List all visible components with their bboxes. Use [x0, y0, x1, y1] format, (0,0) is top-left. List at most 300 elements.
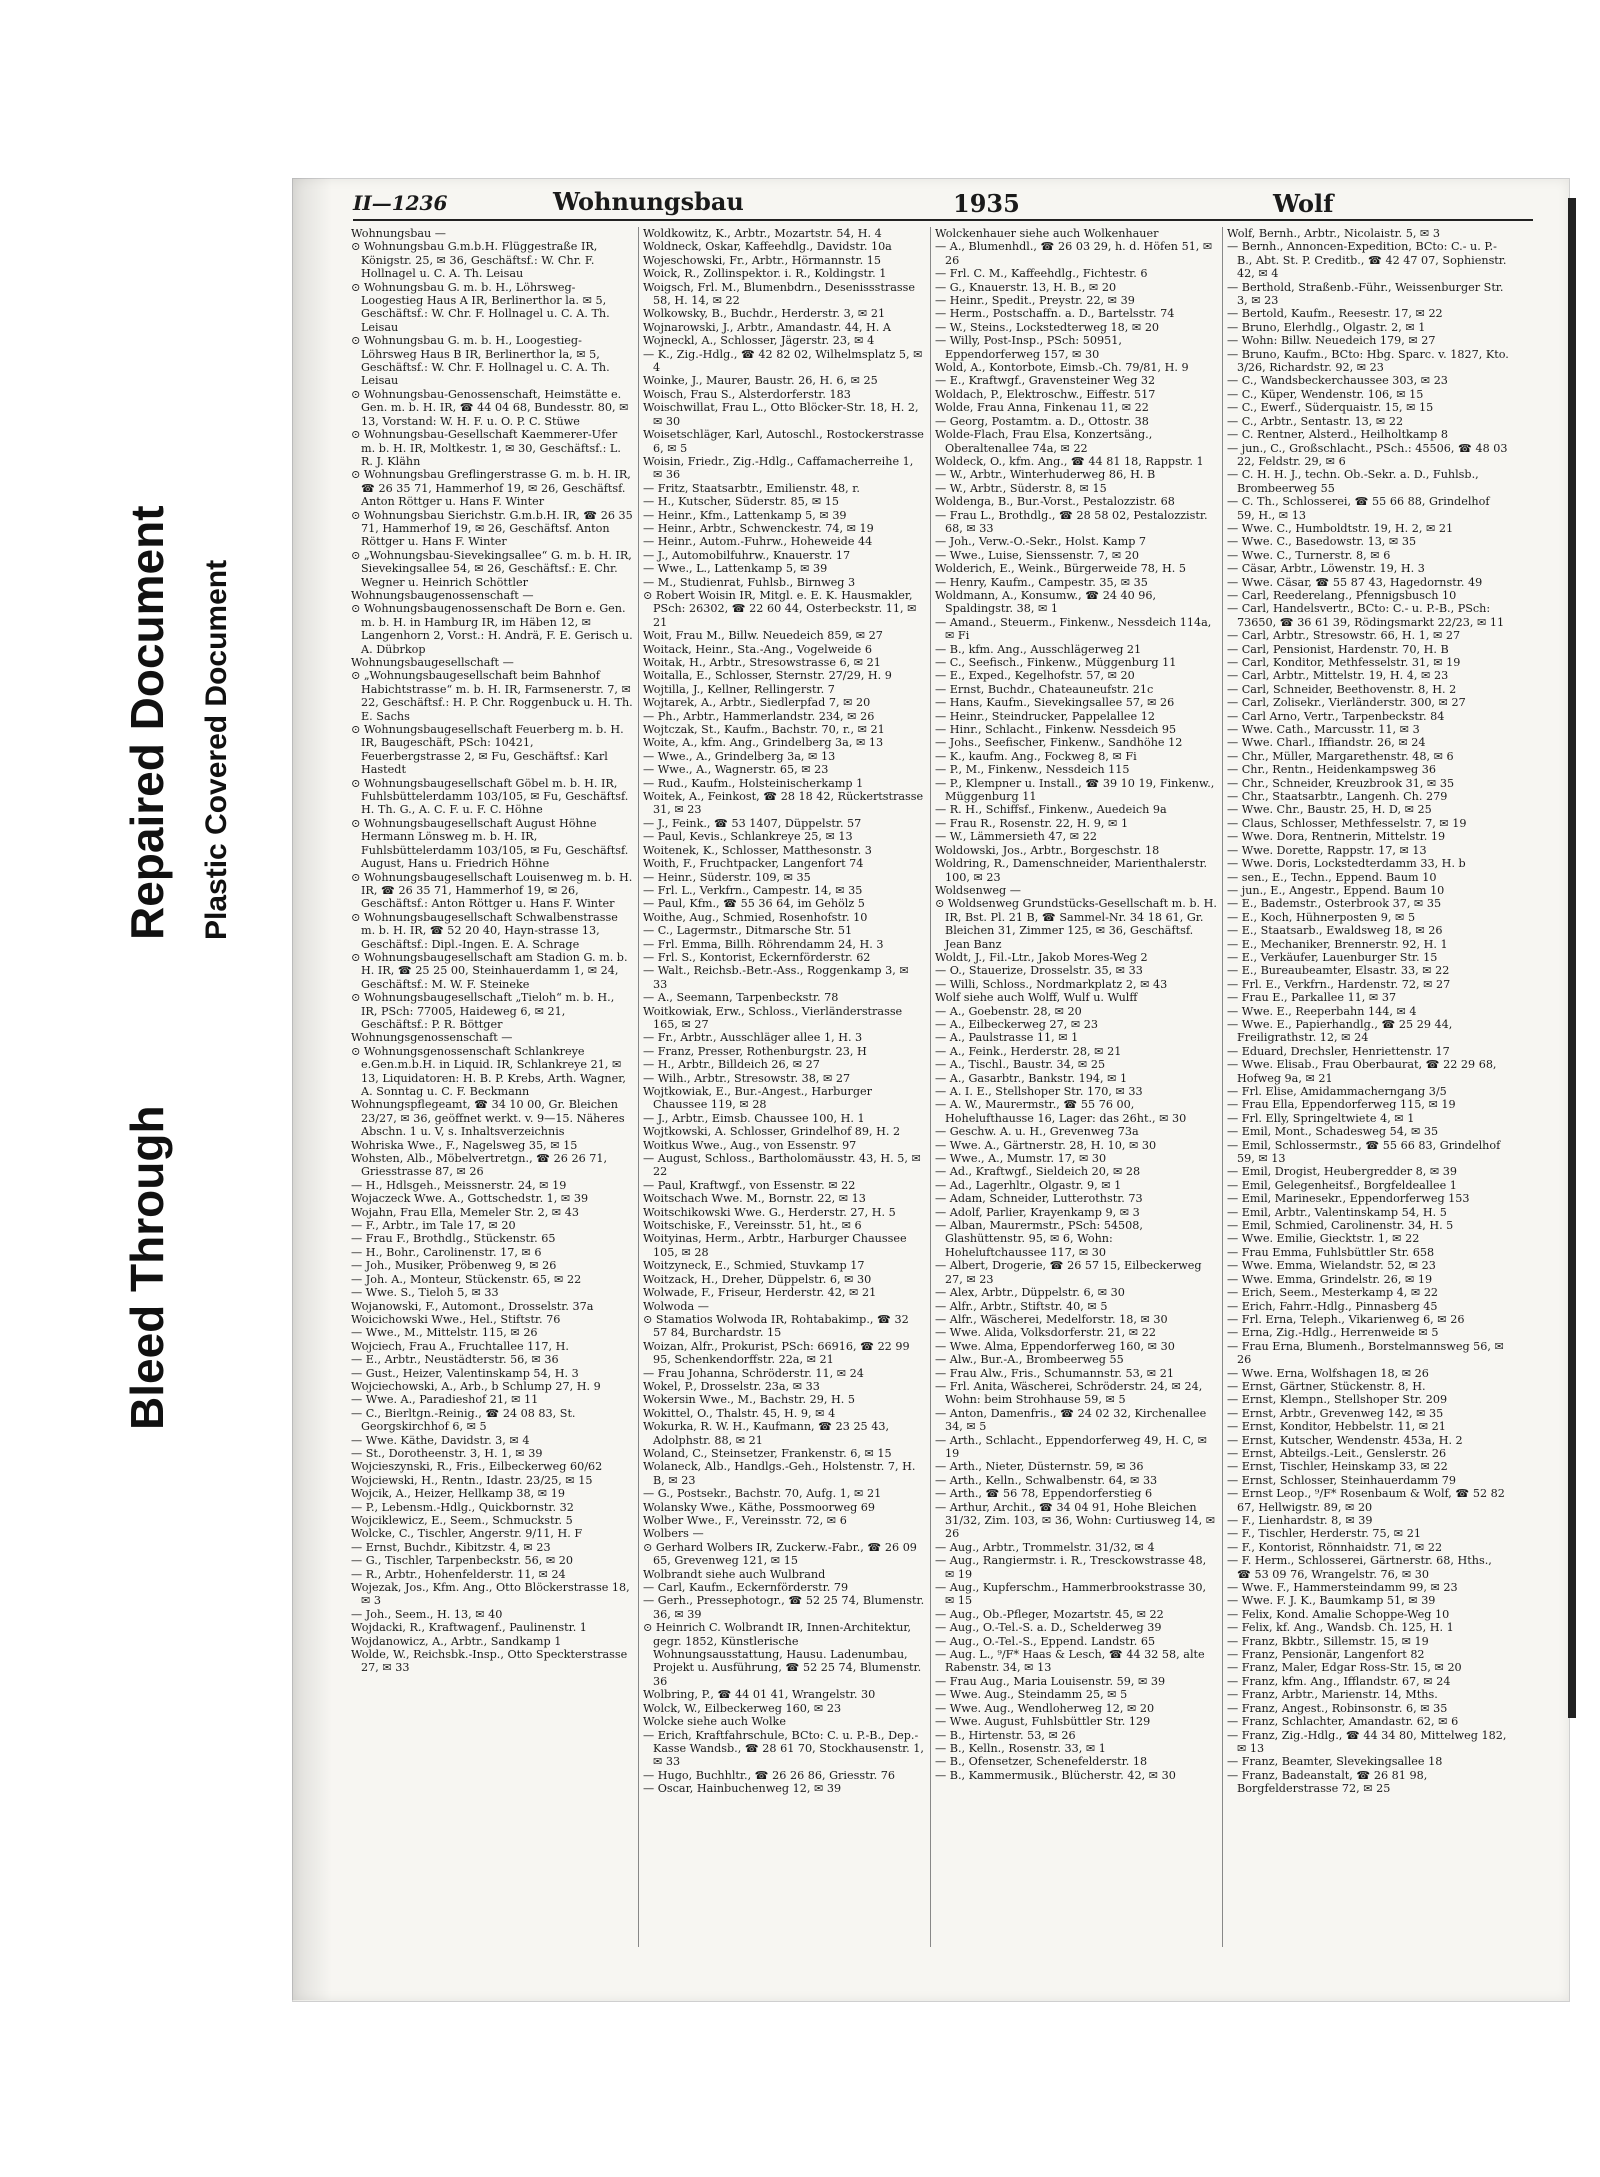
directory-entry: Wolwade, F., Friseur, Herderstr. 42, ✉ 21 — [643, 1286, 877, 1300]
directory-entry: Woitek, A., Feinkost, ☎ 28 18 42, Rückertstrasse 31, ✉ 23 — [643, 790, 924, 817]
directory-entry: Wojcieszynski, R., Fris., Eilbeckerweg 60/62 — [351, 1460, 603, 1474]
directory-entry: ⊙ Wohnungsbaugesellschaft Göbel m. b. H. IR, Fuhlsbüttelerdamm 103/105, ✉ Fu, Geschäftsf. H. Th. G., A. C. F. u. F. C. Höhne — [351, 776, 629, 817]
directory-entry: Wolde-Flach, Frau Elsa, Konzertsäng., Oberaltenallee 74a, ✉ 22 — [935, 428, 1153, 455]
directory-entry: Woitschach Wwe. M., Bornstr. 22, ✉ 13 — [643, 1192, 866, 1206]
directory-entry: — Wwe. Erna, Wolfshagen 18, ✉ 26 — [1227, 1366, 1429, 1380]
directory-entry: Woitak, H., Arbtr., Stresowstrasse 6, ✉ 21 — [643, 656, 881, 669]
directory-entry: — C., Bierltgn.-Reinig., ☎ 24 08 83, St. Georgskirchhof 6, ✉ 5 — [351, 1406, 576, 1434]
directory-entry: — Wwe. C., Basedowstr. 13, ✉ 35 — [1227, 535, 1417, 549]
directory-entry: — Heinr., Autom.-Fuhrw., Hoheweide 44 — [643, 535, 873, 549]
directory-entry: — E., Verkäufer, Lauenburger Str. 15 — [1227, 950, 1438, 964]
directory-entry: — Alw., Bur.-A., Brombeerweg 55 — [935, 1353, 1124, 1367]
directory-entry: — Frl. Elly, Springeltwiete 4, ✉ 1 — [1227, 1111, 1415, 1125]
directory-entry: Wojcik, A., Heizer, Hellkamp 38, ✉ 19 — [351, 1487, 565, 1501]
directory-entry: — Ad., Kraftwgf., Sieldeich 20, ✉ 28 — [935, 1165, 1141, 1179]
column-3 — [935, 227, 1217, 1967]
directory-entry: Woldkowitz, K., Arbtr., Mozartstr. 54, H. 4 — [643, 227, 882, 240]
directory-entry: — P., Lebensm.-Hdlg., Quickbornstr. 32 — [351, 1500, 574, 1514]
directory-entry: — Aug., Rangiermstr. i. R., Tresckowstrasse 48, ✉ 19 — [935, 1554, 1207, 1581]
directory-entry: — Cäsar, Arbtr., Löwenstr. 19, H. 3 — [1227, 562, 1425, 576]
directory-entry: — O., Stauerize, Drosselstr. 35, ✉ 33 — [935, 964, 1143, 978]
directory-entry: — Bruno, Kaufm., BCto: Hbg. Sparc. v. 1827, Kto. 3/26, Richardstr. 92, ✉ 23 — [1227, 347, 1509, 375]
directory-entry: — sen., E., Techn., Eppend. Baum 10 — [1227, 870, 1437, 884]
directory-entry: — E., Bademstr., Osterbrook 37, ✉ 35 — [1227, 897, 1442, 911]
directory-entry: — Emil, Arbtr., Valentinskamp 54, H. 5 — [1227, 1205, 1447, 1219]
directory-entry: — Alfr., Arbtr., Stiftstr. 40, ✉ 5 — [935, 1299, 1108, 1313]
directory-entry: — Emil, Schmied, Carolinenstr. 34, H. 5 — [1227, 1219, 1454, 1233]
directory-entry: Woisch, Frau S., Alsterdorferstr. 183 — [643, 387, 851, 401]
directory-entry: — A. I. E., Stellshoper Str. 170, ✉ 33 — [935, 1085, 1143, 1098]
repaired-document-label: Repaired Document — [121, 505, 173, 940]
directory-entry: — Carl, Zolisekr., Vierländerstr. 300, ✉ 27 — [1227, 696, 1466, 710]
page-number: II—1236 — [353, 191, 448, 215]
directory-entry: Wojahn, Frau Ella, Memeler Str. 2, ✉ 43 — [351, 1205, 579, 1219]
directory-entry: Wojtilla, J., Kellner, Rellingerstr. 7 — [643, 682, 835, 696]
directory-entry: Wolansky Wwe., Käthe, Possmoorweg 69 — [643, 1500, 876, 1514]
directory-entry: — Joh., Seem., H. 13, ✉ 40 — [351, 1607, 503, 1621]
directory-entry: — Ernst, Buchdr., Chateauneufstr. 21c — [935, 682, 1154, 696]
directory-entry: — P., Klempner u. Install., ☎ 39 10 19, Finkenw., Müggenburg 11 — [935, 776, 1215, 804]
directory-entry: Wohnungspflegeamt, ☎ 34 10 00, Gr. Bleichen 23/27, ✉ 36, geöffnet werkt. v. 9—15. Näheres Abschn. 1 u. V, s. Inhaltsverzeichnis — [351, 1098, 625, 1139]
directory-entry: — C. H. H. J., techn. Ob.-Sekr. a. D., Fuhlsb., Brombeerweg 55 — [1227, 468, 1479, 495]
directory-entry: — Johs., Seefischer, Finkenw., Sandhöhe 12 — [935, 736, 1183, 750]
directory-entry: Woischwillat, Frau L., Otto Blöcker-Str. 18, H. 2, ✉ 30 — [643, 401, 919, 428]
directory-entry: Woinke, J., Maurer, Baustr. 26, H. 6, ✉ 25 — [643, 374, 878, 388]
directory-entry: — E., Koch, Hühnerposten 9, ✉ 5 — [1227, 910, 1416, 924]
directory-entry: — E., Bureaubeamter, Elsastr. 33, ✉ 22 — [1227, 964, 1450, 978]
directory-entry: — C., Wandsbeckerchaussee 303, ✉ 23 — [1227, 374, 1448, 388]
directory-entry: — Wwe., A., Mumstr. 17, ✉ 30 — [935, 1152, 1107, 1166]
directory-entry: ⊙ Wohnungsbaugenossenschaft De Born e. Gen. m. b. H. in Hamburg IR, im Häben 12, ✉ Langenhorn 2, Vorst.: H. Andrä, F. E. Gerisch u. A. Dübrkop — [351, 602, 633, 656]
directory-entry: ⊙ Wohnungsbau-Gesellschaft Kaemmerer-Ufer m. b. H. IR, Moltkestr. 1, ✉ 30, Geschäftsf.: L. R. J. Klähn — [351, 428, 621, 468]
directory-entry: — F., Kontorist, Rönnhaidstr. 71, ✉ 22 — [1227, 1540, 1443, 1554]
directory-entry: Woitzack, H., Dreher, Düppelstr. 6, ✉ 30 — [643, 1272, 872, 1286]
directory-entry: — Frl. S., Kontorist, Eckernförderstr. 62 — [643, 950, 871, 964]
directory-entry: ⊙ „Wohnungsbaugesellschaft beim Bahnhof Habichtstrasse“ m. b. H. IR, Farmsenerstr. 7, ✉ 22, Geschäftsf.: H. P. Chr. Roggenbuck u. H. Th. E. Sachs — [351, 669, 633, 723]
directory-entry: — P., M., Finkenw., Nessdeich 115 — [935, 763, 1130, 777]
directory-entry: — Wwe. August, Fuhlsbüttler Str. 129 — [935, 1715, 1151, 1729]
directory-entry: — Franz, Zig.-Hdlg., ☎ 44 34 80, Mittelweg 182, ✉ 13 — [1227, 1728, 1507, 1755]
directory-entry: Wokurka, R. W. H., Kaufmann, ☎ 23 25 43, Adolphstr. 88, ✉ 21 — [643, 1420, 890, 1447]
directory-entry: — Wwe. Cath., Marcusstr. 11, ✉ 3 — [1227, 723, 1420, 737]
directory-entry: — Paul, Kraftwgf., von Essenstr. ✉ 22 — [643, 1178, 856, 1192]
column-divider — [638, 227, 639, 1947]
directory-entry: — Carl, Schneider, Beethovenstr. 8, H. 2 — [1227, 682, 1457, 696]
directory-entry: — Hans, Kaufm., Sievekingsallee 57, ✉ 26 — [935, 696, 1175, 710]
directory-entry: — A., Tischl., Baustr. 34, ✉ 25 — [935, 1058, 1106, 1072]
directory-entry: Woldring, R., Damenschneider, Marienthalerstr. 100, ✉ 23 — [935, 857, 1208, 884]
directory-entry: — Frau Ella, Eppendorferweg 115, ✉ 19 — [1227, 1098, 1456, 1112]
directory-entry: — Ernst, Tischler, Heinskamp 33, ✉ 22 — [1227, 1460, 1448, 1474]
directory-entry: — Wwe., A., Grindelberg 3a, ✉ 13 — [643, 749, 836, 763]
directory-entry: — Carl, Konditor, Methfesselstr. 31, ✉ 19 — [1227, 656, 1461, 669]
directory-entry: — Heinr., Süderstr. 109, ✉ 35 — [643, 870, 811, 884]
directory-entry: Woldeck, O., kfm. Ang., ☎ 44 81 18, Rappstr. 1 — [935, 454, 1204, 468]
directory-entry: — E., Mechaniker, Brennerstr. 92, H. 1 — [1227, 937, 1448, 951]
directory-entry: — Franz, kfm. Ang., Ifflandstr. 67, ✉ 24 — [1227, 1674, 1451, 1688]
column-2 — [643, 227, 925, 1967]
directory-entry: — W., Arbtr., Winterhuderweg 86, H. B — [935, 468, 1156, 482]
directory-entry: — B., Kammermusik., Blücherstr. 42, ✉ 30 — [935, 1768, 1176, 1782]
directory-entry: — Wwe., Luise, Sienssenstr. 7, ✉ 20 — [935, 548, 1140, 562]
directory-entry: — Oscar, Hainbuchenweg 12, ✉ 39 — [643, 1782, 842, 1796]
plastic-covered-label: Plastic Covered Document — [200, 559, 233, 940]
directory-entry: — Wwe. E., Papierhandlg., ☎ 25 29 44, Freiligrathstr. 12, ✉ 24 — [1227, 1017, 1453, 1045]
directory-entry: — Franz, Angest., Robinsonstr. 6, ✉ 35 — [1227, 1701, 1448, 1715]
directory-entry: — Arth., Kelln., Schwalbenstr. 64, ✉ 33 — [935, 1473, 1158, 1487]
directory-entry: — Franz, Presser, Rothenburgstr. 23, H — [643, 1044, 867, 1058]
directory-entry: Wojneckl, A., Schlosser, Jägerstr. 23, ✉ 4 — [643, 334, 875, 348]
directory-entry: — Wwe. Käthe, Davidstr. 3, ✉ 4 — [351, 1433, 530, 1447]
directory-entry: Wolcke, C., Tischler, Angerstr. 9/11, H. F — [351, 1527, 583, 1541]
directory-entry: — Franz, Bkbtr., Sillemstr. 15, ✉ 19 — [1227, 1634, 1429, 1648]
directory-entry: — Herm., Postschaffn. a. D., Bartelsstr. 74 — [935, 307, 1175, 321]
directory-entry: — Walt., Reichsb.-Betr.-Ass., Roggenkamp 3, ✉ 33 — [643, 964, 909, 991]
directory-entry: Woitschiske, F., Vereinsstr. 51, ht., ✉ 6 — [643, 1219, 862, 1233]
directory-entry: — Frl. Elise, Amidammacherngang 3/5 — [1227, 1085, 1447, 1098]
directory-entry: — Emil, Schlossermstr., ☎ 55 66 83, Grindelhof 59, ✉ 13 — [1227, 1138, 1501, 1166]
directory-entry: — Ernst, Gärtner, Stückenstr. 8, H. — [1227, 1379, 1426, 1393]
directory-entry: — Wwe. Emma, Grindelstr. 26, ✉ 19 — [1227, 1272, 1433, 1286]
directory-entry: — Alex, Arbtr., Düppelstr. 6, ✉ 30 — [935, 1286, 1125, 1300]
directory-entry: — Alban, Maurermstr., PSch: 54508, Glashüttenstr. 95, ✉ 6, Wohn: Hoheluftchaussee 117, ✉ 30 — [935, 1219, 1143, 1259]
directory-entry: — Wwe., M., Mittelstr. 115, ✉ 26 — [351, 1326, 538, 1340]
side-labels — [108, 470, 258, 1450]
directory-entry: — Wwe. A., Paradieshof 21, ✉ 11 — [351, 1393, 539, 1407]
directory-entry: — Franz, Badeanstalt, ☎ 26 81 98, Borgfelderstrasse 72, ✉ 25 — [1227, 1768, 1428, 1796]
directory-entry: — Wwe. Doris, Lockstedterdamm 33, H. b — [1227, 857, 1466, 871]
directory-entry: ⊙ Wohnungsbau G. m. b. H., Loogestieg-Löhrsweg Haus B IR, Berlinerthor la, ✉ 5, Geschäftsf.: W. Chr. F. Hollnagel u. C. A. Th. Leisau — [351, 334, 610, 388]
directory-entry: — K., Zig.-Hdlg., ☎ 42 82 02, Wilhelmsplatz 5, ✉ 4 — [643, 347, 923, 375]
directory-entry: Woite, A., kfm. Ang., Grindelberg 3a, ✉ 13 — [643, 736, 884, 750]
directory-entry: ⊙ Woldsenweg Grundstücks-Gesellschaft m. b. H. IR, Bst. Pl. 21 B, ☎ Sammel-Nr. 34 18 61, Gr. Bleichen 31, Zimmer 125, ✉ 36, Geschäftsf. Jean Banz — [935, 897, 1217, 951]
directory-entry: — C., Ewerf., Süderquaistr. 15, ✉ 15 — [1227, 401, 1434, 415]
directory-entry: ⊙ Wohnungsbaugesellschaft „Tieloh“ m. b. H., IR, PSch: 77005, Haideweg 6, ✉ 21, Geschäftsf.: P. R. Böttger — [351, 991, 615, 1031]
directory-entry: — A. W., Maurermstr., ☎ 55 76 00, Hohelufthausse 16, Lager: das 26ht., ✉ 30 — [935, 1098, 1187, 1125]
directory-entry: — F., Arbtr., im Tale 17, ✉ 20 — [351, 1219, 516, 1233]
directory-entry: ⊙ Wohnungsbau Sierichstr. G.m.b.H. IR, ☎ 26 35 71, Hammerhof 19, ✉ 26, Geschäftsf. Anton Röttger u. Hans F. Winter — [351, 508, 633, 549]
directory-entry: — Fr., Arbtr., Ausschläger allee 1, H. 3 — [643, 1031, 863, 1045]
directory-entry: Wojciech, Frau A., Fruchtallee 117, H. — [351, 1339, 569, 1353]
directory-entry: — Erich, Kraftfahrschule, BCto: C. u. P.-B., Dep.-Kasse Wandsb., ☎ 28 61 70, Stockhausenstr. 1, ✉ 33 — [643, 1728, 924, 1769]
directory-entry: ⊙ Wohnungsbaugesellschaft Feuerberg m. b. H. IR, Baugeschäft, PSch: 10421, Feuerbergstrasse 2, ✉ Fu, Geschäftsf.: Karl Hastedt — [351, 723, 624, 777]
directory-entry: Woitkowiak, Erw., Schloss., Vierländerstrasse 165, ✉ 27 — [643, 1004, 903, 1031]
directory-entry: — Wwe., L., Lattenkamp 5, ✉ 39 — [643, 562, 828, 576]
directory-entry: — Wwe. S., Tieloh 5, ✉ 33 — [351, 1286, 499, 1300]
column-1 — [351, 227, 633, 1967]
directory-entry: — Anton, Damenfris., ☎ 24 02 32, Kirchenallee 34, ✉ 5 — [935, 1406, 1207, 1434]
directory-entry: — Bertold, Kaufm., Reesestr. 17, ✉ 22 — [1227, 307, 1443, 321]
directory-entry: — G., Postsekr., Bachstr. 70, Aufg. 1, ✉ 21 — [643, 1487, 882, 1501]
directory-entry: Woit, Frau M., Billw. Neuedeich 859, ✉ 27 — [643, 629, 883, 643]
directory-entry: — Heinr., Arbtr., Schwenckestr. 74, ✉ 19 — [643, 521, 874, 535]
directory-entry: Wolcke siehe auch Wolke — [643, 1715, 786, 1729]
directory-entry: — H., Bohr., Carolinenstr. 17, ✉ 6 — [351, 1245, 542, 1259]
directory-entry: — Geschw. A. u. H., Grevenweg 73a — [935, 1125, 1139, 1139]
directory-entry: — jun., E., Angestr., Eppend. Baum 10 — [1227, 883, 1445, 897]
directory-entry: — Wwe. E., Reeperbahn 144, ✉ 4 — [1227, 1004, 1417, 1018]
directory-entry: Wohnungsbaugesellschaft — — [351, 656, 514, 669]
directory-entry: ⊙ Wohnungsgenossenschaft Schlankreye e.Gen.m.b.H. in Liquid. IR, Schlankreye 21, ✉ 13, Liquidatoren: H. B. P. Krebs, Arth. Wagner, A. Sonntag u. C. F. Beckmann — [351, 1044, 626, 1098]
directory-entry: — Joh. A., Monteur, Stückenstr. 65, ✉ 22 — [351, 1272, 582, 1286]
directory-entry: ⊙ Wohnungsbaugesellschaft Schwalbenstrasse m. b. H. IR, ☎ 52 20 40, Hayn-strasse 13, Geschäftsf.: Dipl.-Ingen. E. A. Schrage — [351, 910, 618, 951]
directory-entry: — Willi, Schloss., Nordmarkplatz 2, ✉ 43 — [935, 977, 1168, 991]
directory-entry: Wojezak, Jos., Kfm. Ang., Otto Blöckerstrasse 18, ✉ 3 — [351, 1581, 630, 1608]
directory-entry: — Emil, Marinesekr., Eppendorferweg 153 — [1227, 1192, 1470, 1206]
directory-entry: — Carl, Arbtr., Mittelstr. 19, H. 4, ✉ 23 — [1227, 669, 1449, 683]
directory-entry: — Ernst, Kutscher, Wendenstr. 453a, H. 2 — [1227, 1433, 1463, 1447]
directory-entry: — E., Arbtr., Neustädterstr. 56, ✉ 36 — [351, 1353, 559, 1367]
page-header — [353, 187, 1533, 223]
directory-entry: — Frau Johanna, Schröderstr. 11, ✉ 24 — [643, 1366, 864, 1380]
directory-entry: — B., kfm. Ang., Ausschlägerweg 21 — [935, 642, 1142, 656]
directory-entry: ⊙ Wohnungsbau-Genossenschaft, Heimstätte e. Gen. m. b. H. IR, ☎ 44 04 68, Bundesstr. 80, ✉ 13, Vorstand: W. H. F. u. O. P. C. Stüwe — [351, 387, 629, 428]
directory-entry: — A., Eilbeckerweg 27, ✉ 23 — [935, 1017, 1099, 1031]
directory-entry: — August, Schloss., Bartholomäusstr. 43, H. 5, ✉ 22 — [643, 1152, 921, 1179]
directory-entry: — Ernst, Abteilgs.-Leit., Genslerstr. 26 — [1227, 1446, 1447, 1460]
directory-entry: — Fritz, Staatsarbtr., Emilienstr. 48, r. — [643, 481, 860, 495]
directory-entry: Wokel, P., Drosselstr. 23a, ✉ 33 — [643, 1379, 820, 1393]
directory-entry: Wohnungsbaugenossenschaft — — [351, 588, 534, 602]
directory-entry: — Ernst, Schlosser, Steinhauerdamm 79 — [1227, 1473, 1457, 1487]
directory-entry: — H., Kutscher, Süderstr. 85, ✉ 15 — [643, 495, 840, 509]
directory-entry: Woldach, P., Elektroschw., Eiffestr. 517 — [935, 387, 1156, 401]
directory-entry: — F., Lienhardstr. 8, ✉ 39 — [1227, 1514, 1373, 1527]
directory-entry: — Adam, Schneider, Lutterothstr. 73 — [935, 1192, 1143, 1206]
directory-entry: — A., Seemann, Tarpenbeckstr. 78 — [643, 991, 839, 1005]
directory-entry: — Hinr., Schlacht., Finkenw. Nessdeich 95 — [935, 723, 1177, 737]
directory-entry: — Carl, Handelsvertr., BCto: C.- u. P.-B., PSch: 73650, ☎ 36 61 39, Rödingsmarkt 22/23, ✉ 11 — [1227, 602, 1505, 629]
directory-entry: — Franz, Pensionär, Langenfort 82 — [1227, 1648, 1425, 1662]
directory-entry: Wojaczeck Wwe. A., Gottschedstr. 1, ✉ 39 — [351, 1192, 589, 1206]
directory-entry: — Albert, Drogerie, ☎ 26 57 15, Eilbeckerweg 27, ✉ 23 — [935, 1259, 1202, 1286]
directory-entry: — Franz, Arbtr., Marienstr. 14, Mths. — [1227, 1688, 1438, 1702]
directory-entry: — J., Automobilfuhrw., Knauerstr. 17 — [643, 548, 851, 562]
directory-entry: Woldsenweg — — [935, 883, 1021, 897]
directory-entry: — Amand., Steuerm., Finkenw., Nessdeich 114a, ✉ Fi — [935, 615, 1212, 643]
directory-entry: — G., Knauerstr. 13, H. B., ✉ 20 — [935, 280, 1117, 294]
directory-entry: — A., Blumenhdl., ☎ 26 03 29, h. d. Höfen 51, ✉ 26 — [935, 240, 1213, 267]
directory-entry: Wolde, Frau Anna, Finkenau 11, ✉ 22 — [935, 401, 1149, 415]
directory-entry: — Felix, Kond. Amalie Schoppe-Weg 10 — [1227, 1607, 1450, 1621]
column-4 — [1227, 227, 1509, 1967]
directory-entry: Wohnungsgenossenschaft — — [351, 1031, 513, 1045]
directory-entry: — Arth., Nieter, Düsternstr. 59, ✉ 36 — [935, 1460, 1144, 1474]
directory-entry: — Wwe. A., Gärtnerstr. 28, H. 10, ✉ 30 — [935, 1138, 1157, 1152]
directory-entry: Wolwoda — — [643, 1299, 709, 1313]
directory-entry: — Heinr., Spedit., Preystr. 22, ✉ 39 — [935, 294, 1135, 308]
directory-entry: — Frl. Erna, Teleph., Vikarienweg 6, ✉ 26 — [1227, 1312, 1465, 1326]
directory-entry: — Wwe. C., Humboldtstr. 19, H. 2, ✉ 21 — [1227, 521, 1454, 535]
directory-entry: — Aug., O.-Tel.-S. a. D., Schelderweg 39 — [935, 1621, 1162, 1635]
directory-entry: Woicichowski Wwe., Hel., Stiftstr. 76 — [351, 1312, 561, 1326]
directory-entry: — B., Ofensetzer, Schenefelderstr. 18 — [935, 1755, 1148, 1769]
directory-entry: — Frau R., Rosenstr. 22, H. 9, ✉ 1 — [935, 816, 1129, 830]
directory-entry: — Eduard, Drechsler, Henriettenstr. 17 — [1227, 1044, 1450, 1058]
directory-entry: Wojciechowski, A., Arb., b Schlump 27, H. 9 — [351, 1379, 601, 1393]
directory-entry: Wojciewski, H., Rentn., Idastr. 23/25, ✉ 15 — [351, 1473, 593, 1487]
directory-entry: — K., kaufm. Ang., Fockweg 8, ✉ Fi — [935, 749, 1137, 763]
directory-entry: Woigsch, Frl. M., Blumenbdrn., Desenissstrasse 58, H. 14, ✉ 22 — [643, 280, 916, 308]
directory-entry: — Franz, Maler, Edgar Ross-Str. 15, ✉ 20 — [1227, 1661, 1462, 1675]
directory-entry: ⊙ Stamatios Wolwoda IR, Rohtabakimp., ☎ 32 57 84, Burchardstr. 15 — [643, 1312, 909, 1340]
directory-entry: — Frl. Emma, Billh. Röhrendamm 24, H. 3 — [643, 937, 884, 951]
directory-entry: — Wwe. F., Hammersteindamm 99, ✉ 23 — [1227, 1581, 1458, 1595]
directory-entry: — Erich, Fahrr.-Hdlg., Pinnasberg 45 — [1227, 1299, 1438, 1313]
directory-entry: Woldowski, Jos., Arbtr., Borgeschstr. 18 — [935, 843, 1160, 857]
directory-entry: — Wwe. Emma, Wielandstr. 52, ✉ 23 — [1227, 1259, 1436, 1273]
directory-entry: — C. Rentner, Alsterd., Heilholtkamp 8 — [1227, 428, 1448, 442]
directory-entry: — Carl, Kaufm., Eckernförderstr. 79 — [643, 1581, 849, 1595]
directory-entry: — Frau Aug., Maria Louisenstr. 59, ✉ 39 — [935, 1674, 1166, 1688]
directory-entry: — Aug., O.-Tel.-S., Eppend. Landstr. 65 — [935, 1634, 1156, 1648]
directory-entry: — Heinr., Steindrucker, Pappelallee 12 — [935, 709, 1155, 723]
directory-entry: — Wwe. Emilie, Giecktstr. 1, ✉ 22 — [1227, 1232, 1420, 1246]
directory-entry: — Wwe. Dorette, Rappstr. 17, ✉ 13 — [1227, 843, 1427, 857]
directory-entry: Woldmann, A., Konsumw., ☎ 24 40 96, Spaldingstr. 38, ✉ 1 — [935, 588, 1157, 616]
directory-entry: — F., Tischler, Herderstr. 75, ✉ 21 — [1227, 1527, 1421, 1541]
directory-entry: Woldenga, B., Bur.-Vorst., Pestalozzistr. 68 — [935, 495, 1175, 509]
directory-entry: Wojdacki, R., Kraftwagenf., Paulinenstr. 1 — [351, 1621, 587, 1635]
directory-entry: Woitack, Heinr., Sta.-Ang., Vogelweide 6 — [643, 642, 872, 656]
directory-entry: Woldneck, Oskar, Kaffeehdlg., Davidstr. 10a — [643, 240, 892, 254]
directory-entry: — Frl. L., Verkfrn., Campestr. 14, ✉ 35 — [643, 883, 863, 897]
directory-entry: — Frau Erna, Blumenh., Borstelmannsweg 56, ✉ 26 — [1227, 1339, 1504, 1367]
directory-entry: — Heinr., Kfm., Lattenkamp 5, ✉ 39 — [643, 508, 847, 522]
directory-entry: Wolbring, P., ☎ 44 01 41, Wrangelstr. 30 — [643, 1688, 876, 1702]
directory-entry: Woisetschläger, Karl, Autoschl., Rostockerstrasse 6, ✉ 5 — [643, 428, 924, 455]
directory-entry: — H., Arbtr., Billdeich 26, ✉ 27 — [643, 1058, 820, 1072]
directory-entry: ⊙ Wohnungsbaugesellschaft am Stadion G. m. b. H. IR, ☎ 25 25 00, Steinhauerdamm 1, ✉ 24, Geschäftsf.: M. W. F. Steineke — [351, 950, 628, 991]
directory-entry: Woizan, Alfr., Prokurist, PSch: 66916, ☎ 22 99 95, Schenkendorffstr. 22a, ✉ 21 — [643, 1339, 910, 1367]
directory-entry: — Chr., Rentn., Heidenkampsweg 36 — [1227, 763, 1436, 777]
directory-entry: — Frau L., Brothdlg., ☎ 28 58 02, Pestalozzistr. 68, ✉ 33 — [935, 508, 1208, 535]
directory-entry: Woithe, Aug., Schmied, Rosenhofstr. 10 — [643, 910, 868, 924]
directory-entry: Woisin, Friedr., Zig.-Hdlg., Caffamacherreihe 1, ✉ 36 — [643, 454, 914, 482]
directory-entry: Woldt, J., Fil.-Ltr., Jakob Mores-Weg 2 — [935, 950, 1148, 964]
directory-entry: Wolber Wwe., F., Vereinsstr. 72, ✉ 6 — [643, 1514, 847, 1527]
directory-entry: — Erna, Zig.-Hdlg., Herrenweide ✉ 5 — [1227, 1326, 1439, 1340]
scan-shadow — [292, 178, 332, 2000]
directory-entry: Wold, A., Kontorbote, Eimsb.-Ch. 79/81, H. 9 — [935, 361, 1189, 375]
directory-entry: — Claus, Schlosser, Methfesselstr. 7, ✉ 19 — [1227, 816, 1467, 830]
directory-entry: — Willy, Post-Insp., PSch: 50951, Eppendorferweg 157, ✉ 30 — [935, 334, 1122, 361]
directory-entry: — Frau E., Parkallee 11, ✉ 37 — [1227, 991, 1397, 1005]
directory-entry: — Wwe. Charl., Iffiandstr. 26, ✉ 24 — [1227, 736, 1426, 750]
directory-entry: — Ernst, Arbtr., Grevenweg 142, ✉ 35 — [1227, 1406, 1444, 1420]
directory-entry: — E., Exped., Kegelhofstr. 57, ✉ 20 — [935, 669, 1135, 683]
directory-entry: — Gerh., Pressephotogr., ☎ 52 25 74, Blumenstr. 36, ✉ 39 — [643, 1594, 925, 1621]
directory-entry: — Wilh., Arbtr., Stresowstr. 38, ✉ 27 — [643, 1071, 851, 1085]
directory-entry: Wokersin Wwe., M., Bachstr. 29, H. 5 — [643, 1393, 855, 1407]
directory-entry: — Hugo, Buchhltr., ☎ 26 26 86, Griesstr. 76 — [643, 1768, 896, 1782]
directory-entry: — J., Feink., ☎ 53 1407, Düppelstr. 57 — [643, 816, 862, 830]
directory-entry: — E., Kraftwgf., Gravensteiner Weg 32 — [935, 374, 1156, 388]
directory-entry: — Alfr., Wäscherei, Medelforstr. 18, ✉ 30 — [935, 1312, 1168, 1326]
page-year: 1935 — [953, 189, 1020, 218]
directory-entry: Wojtkowiak, E., Bur.-Angest., Harburger Chaussee 119, ✉ 28 — [643, 1085, 872, 1112]
directory-entry: Wojtkowski, A. Schlosser, Grindelhof 89, H. 2 — [643, 1125, 901, 1139]
directory-entry: — Adolf, Parlier, Krayenkamp 9, ✉ 3 — [935, 1205, 1140, 1219]
directory-entry: — Frl. Anita, Wäscherei, Schröderstr. 24, ✉ 24, Wohn: beim Strohhause 59, ✉ 5 — [935, 1379, 1203, 1407]
directory-entry: — Paul, Kevis., Schlankreye 25, ✉ 13 — [643, 830, 853, 844]
header-rule — [353, 219, 1533, 221]
binding-edge — [1568, 198, 1576, 1718]
directory-entry: — Emil, Drogist, Heubergredder 8, ✉ 39 — [1227, 1165, 1458, 1179]
bleed-through-label: Bleed Through — [121, 1105, 173, 1430]
directory-entry: — Franz, Beamter, Slevekingsallee 18 — [1227, 1755, 1443, 1769]
directory-entry: Wojtczak, St., Kaufm., Bachstr. 70, r., ✉ 21 — [643, 723, 885, 737]
directory-entry: ⊙ Wohnungsbau G. m. b. H., Löhrsweg-Loogestieg Haus A IR, Berlinerthor la. ✉ 5, Geschäftsf.: W. Chr. F. Hollnagel u. C. A. Th. Leisau — [351, 280, 610, 334]
directory-entry: Wolbers — — [643, 1527, 704, 1541]
directory-entry: Wolaneck, Alb., Handlgs.-Geh., Holstenstr. 7, H. B, ✉ 23 — [643, 1460, 916, 1487]
directory-entry: — E., Staatsarb., Ewaldsweg 18, ✉ 26 — [1227, 924, 1443, 938]
directory-entry: — Ernst, Konditor, Hebbelstr. 11, ✉ 21 — [1227, 1420, 1446, 1434]
directory-entry: — Wwe. Aug., Steindamm 25, ✉ 5 — [935, 1688, 1128, 1702]
column-divider — [930, 227, 931, 1947]
directory-entry: — Aug., Ob.-Pfleger, Mozartstr. 45, ✉ 22 — [935, 1607, 1164, 1621]
directory-entry: Wolkowsky, B., Buchdr., Herderstr. 3, ✉ 21 — [643, 307, 886, 321]
directory-entry: Woland, C., Steinsetzer, Frankenstr. 6, ✉ 15 — [643, 1446, 892, 1460]
directory-entry: Wolbrandt siehe auch Wulbrand — [643, 1567, 826, 1581]
directory-entry: Woitschikowski Wwe. G., Herderstr. 27, H. 5 — [643, 1205, 896, 1219]
directory-entry: — Wwe. Chr., Baustr. 25, H. D, ✉ 25 — [1227, 803, 1432, 817]
column-divider — [1222, 227, 1223, 1947]
directory-entry: Wojanowski, F., Automont., Drosselstr. 37a — [351, 1299, 594, 1313]
directory-entry: Wolderich, E., Weink., Bürgerweide 78, H. 5 — [935, 562, 1186, 576]
directory-entry: Wolck, W., Eilbeckerweg 160, ✉ 23 — [643, 1701, 842, 1715]
directory-entry: Woick, R., Zollinspektor. i. R., Koldingstr. 1 — [643, 267, 887, 281]
directory-entry: ⊙ Gerhard Wolbers IR, Zuckerw.-Fabr., ☎ 26 09 65, Grevenweg 121, ✉ 15 — [643, 1540, 917, 1568]
directory-entry: — Joh., Verw.-O.-Sekr., Holst. Kamp 7 — [935, 535, 1147, 549]
directory-entry: — Ph., Arbtr., Hammerlandstr. 234, ✉ 26 — [643, 709, 875, 723]
directory-entry: — G., Tischler, Tarpenbeckstr. 56, ✉ 20 — [351, 1554, 574, 1568]
directory-entry: — W., Lämmersieth 47, ✉ 22 — [935, 830, 1097, 844]
directory-entry: — Wwe. Aug., Wendloherweg 12, ✉ 20 — [935, 1701, 1155, 1715]
directory-entry: ⊙ Wohnungsbau Greflingerstrasse G. m. b. H. IR, ☎ 26 35 71, Hammerhof 19, ✉ 26, Geschäftsf. Anton Röttger u. Hans F. Winter — [351, 468, 631, 509]
directory-entry: — Wwe. Alma, Eppendorferweg 160, ✉ 30 — [935, 1339, 1175, 1353]
page-running-head: Wolf — [1273, 189, 1334, 218]
directory-entry: — M., Studienrat, Fuhlsb., Birnweg 3 — [643, 575, 856, 589]
directory-entry: Wohsten, Alb., Möbelvertretgn., ☎ 26 26 71, Griesstrasse 87, ✉ 26 — [351, 1152, 608, 1179]
directory-entry: — W., Arbtr., Süderstr. 8, ✉ 15 — [935, 481, 1107, 495]
directory-entry: Woitalla, E., Schlosser, Sternstr. 27/29, H. 9 — [643, 669, 892, 683]
directory-entry: — F. Herm., Schlosserei, Gärtnerstr. 68, Hths., ☎ 53 09 76, Wrangelstr. 76, ✉ 30 — [1227, 1554, 1492, 1581]
directory-entry: — Wohn: Billw. Neuedeich 179, ✉ 27 — [1227, 334, 1436, 348]
directory-entry: — H., Hdlsgeh., Meissnerstr. 24, ✉ 19 — [351, 1178, 567, 1192]
directory-entry: — Gust., Heizer, Valentinskamp 54, H. 3 — [351, 1366, 579, 1380]
directory-entry: — Bernh., Annoncen-Expedition, BCto: C.- u. P.-B., Abt. St. P. Creditb., ☎ 42 47 07, Sophienstr. 42, ✉ 4 — [1227, 240, 1507, 281]
directory-entry: — Chr., Schneider, Kreuzbrook 31, ✉ 35 — [1227, 776, 1455, 790]
directory-entry: — Ernst Leop., ⁹/F* Rosenbaum & Wolf, ☎ 52 82 67, Hellwigstr. 89, ✉ 20 — [1227, 1487, 1505, 1514]
directory-entry: Wojciklewicz, E., Seem., Schmuckstr. 5 — [351, 1514, 573, 1527]
directory-entry: — Carl, Arbtr., Stresowstr. 66, H. 1, ✉ 27 — [1227, 629, 1461, 643]
directory-entry: — A., Gasarbtr., Bankstr. 194, ✉ 1 — [935, 1071, 1128, 1085]
directory-entry: — Ernst, Klempn., Stellshoper Str. 209 — [1227, 1393, 1448, 1407]
directory-entry: ⊙ Wohnungsbaugesellschaft Louisenweg m. b. H. IR, ☎ 26 35 71, Hammerhof 19, ✉ 26, Geschäftsf.: Anton Röttger u. Hans F. Winter — [351, 870, 633, 911]
directory-entry: — C., Lagermstr., Ditmarsche Str. 51 — [643, 924, 853, 938]
directory-entry: Woitzyneck, E., Schmied, Stuvkamp 17 — [643, 1259, 865, 1273]
directory-entry: — Bruno, Elerhdlg., Olgastr. 2, ✉ 1 — [1227, 320, 1426, 334]
directory-entry: — Carl, Reederelang., Pfennigsbusch 10 — [1227, 588, 1457, 602]
directory-entry: — A., Goebenstr. 28, ✉ 20 — [935, 1004, 1082, 1018]
directory-entry: — B., Kelln., Rosenstr. 33, ✉ 1 — [935, 1741, 1106, 1755]
directory-entry: — Frl. E., Verkfrn., Hardenstr. 72, ✉ 27 — [1227, 977, 1451, 991]
directory-entry: — Joh., Musiker, Pröbenweg 9, ✉ 26 — [351, 1259, 557, 1273]
directory-entry: Wolf, Bernh., Arbtr., Nicolaistr. 5, ✉ 3 — [1227, 227, 1440, 240]
directory-entry: — Ernst, Buchdr., Kibitzstr. 4, ✉ 23 — [351, 1540, 551, 1554]
directory-entry: — Berthold, Straßenb.-Führ., Weissenburger Str. 3, ✉ 23 — [1227, 280, 1504, 308]
